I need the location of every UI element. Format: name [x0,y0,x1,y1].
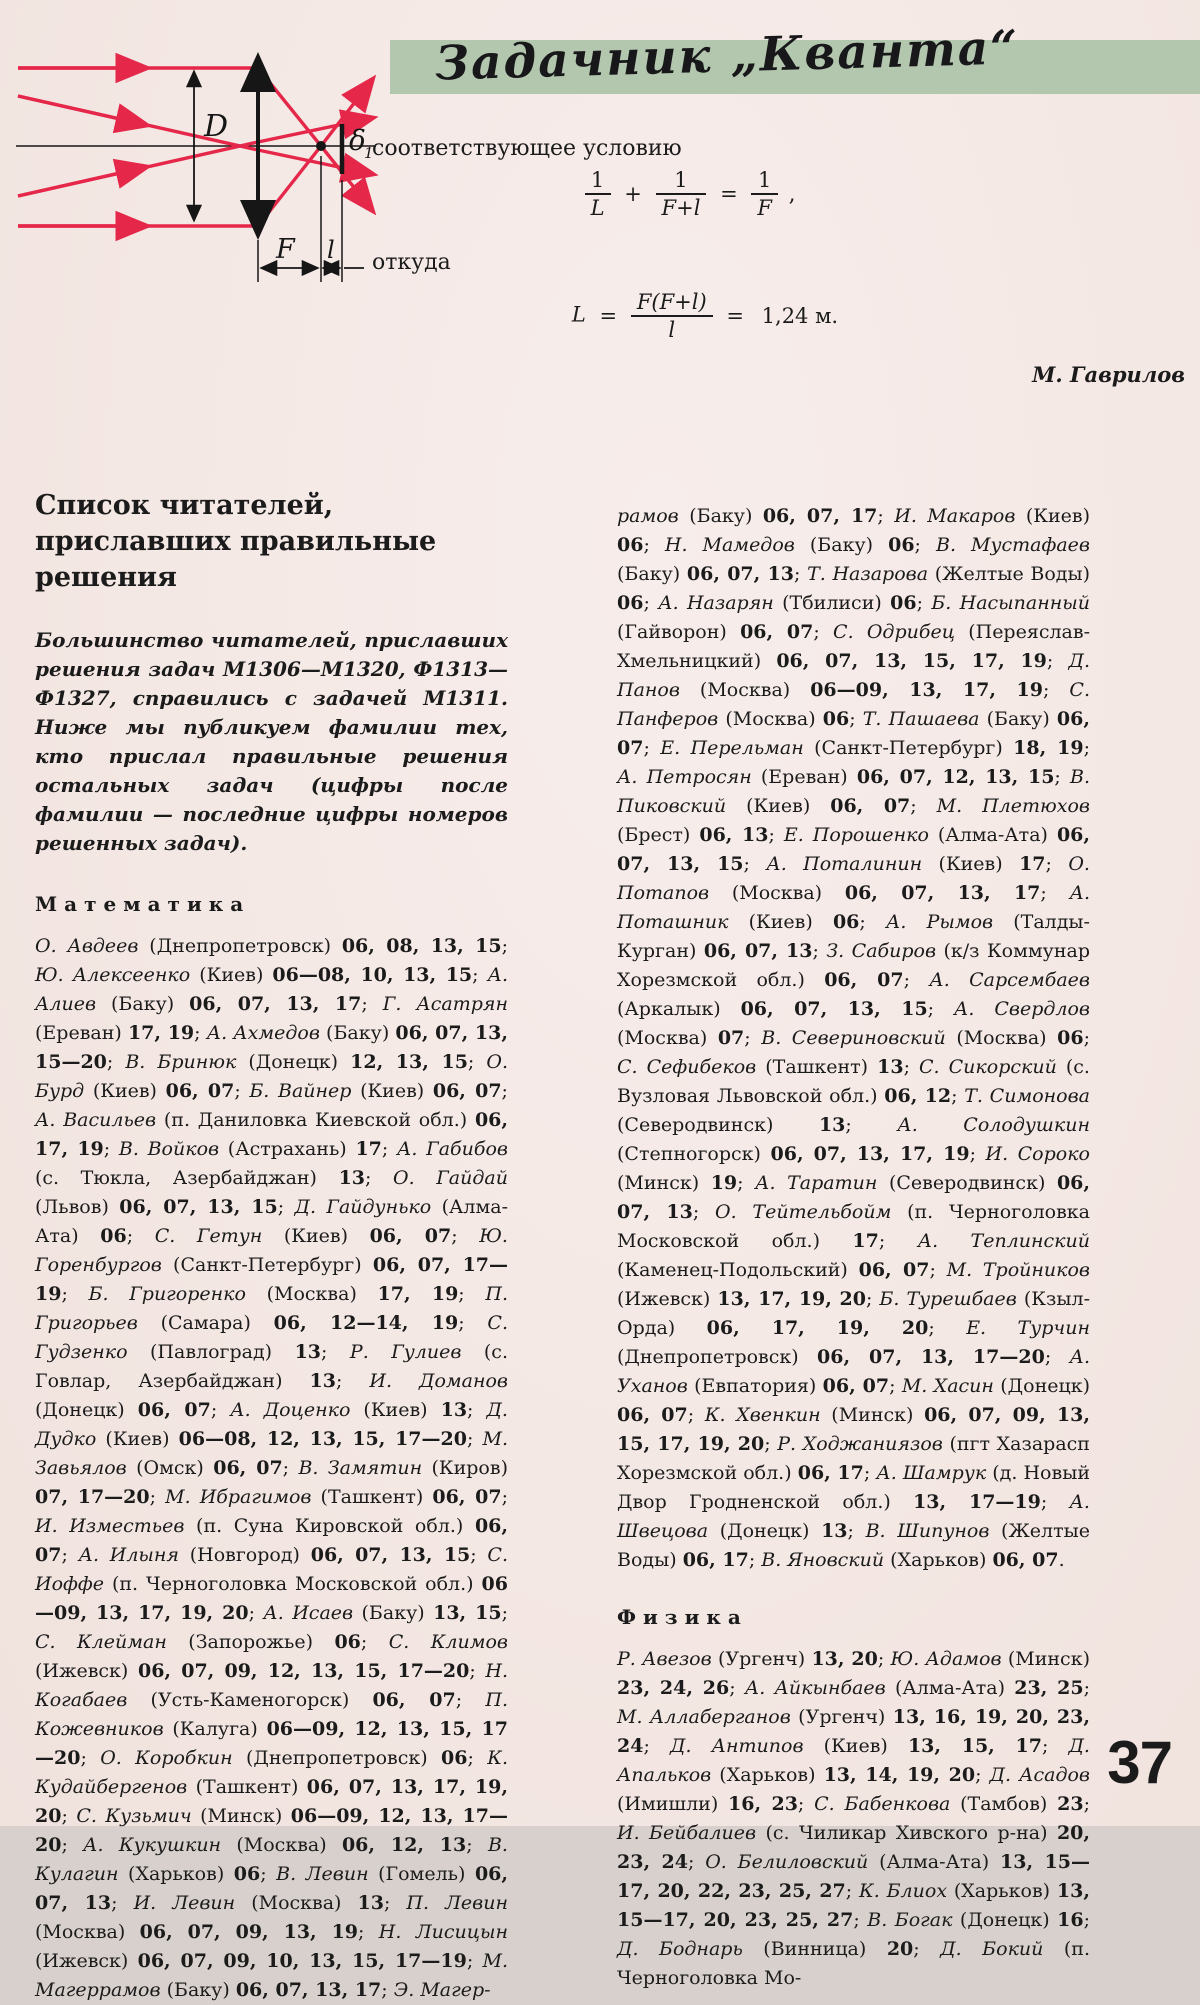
blur-label-sub: 1 [364,144,374,162]
fraction-1-over-F: $\frac{1}{F}$ [751,168,778,220]
page-number: 37 [1107,1729,1172,1796]
fraction-1-over-F-plus-l: $\frac{1}{F+l}$ [656,168,707,220]
physics-entries: Р. Авезов (Ургенч) 13, 20; Ю. Адамов (Минск) 23, 24, 26; А. Айкынбаев (Алма-Ата) 23, 25; М. Аллаберганов (Ургенч) 13, 16, 19, 20, 23, 24; Д. Антипов (Киев) 13, 15, 17; Д. Апальков (Харьков) 13, 14, 19, 20; Д. Асадов (Имишли) 16, 23; С. Бабенкова (Тамбов) 23; И. Бейбалиев (с. Чиликар Хивского р-на) 20, 23, 24; О. Белиловский (Алма-Ата) 13, 15—17, 20, 22, 23, 25, 27; К. Блиох (Харьков) 13, 15—17, 20, 23, 25, 27; В. Богак (Донецк) 16; Д. Боднарь (Винница) 20; Д. Бокий (п. Черноголовка Мо- [617,1648,1091,1989]
section-banner-title: Задачник „Кванта“ [434,20,1020,92]
offset-label: l [327,236,335,264]
author-credit: М. Гаврилов [1032,362,1185,387]
incident-rays [18,68,258,226]
result-value: 1,24 м. [761,304,839,329]
whence-text: откуда [372,250,451,275]
list-title-line2: приславших правильные решения [35,526,437,593]
list-intro: Большинство читателей, приславших решения задач М1306—М1320, Ф1313—Ф1327, справились с задачей М1311. Ниже мы публикуем фамилии тех, кто прислал правильные решения остальных задач (цифры после фамилии — последние цифры номеров решенных задач). [35,628,508,855]
focal-length-label: F [276,234,295,265]
math-entries-left: О. Авдеев (Днепропетровск) 06, 08, 13, 15; Ю. Алексеенко (Киев) 06—08, 10, 13, 15; А. Алиев (Баку) 06, 07, 13, 17; Г. Асатрян (Ереван) 17, 19; А. Ахмедов (Баку) 06, 07, 13, 15—20; В. Бринюк (Донецк) 12, 13, 15; О. Бурд (Киев) 06, 07; Б. Вайнер (Киев) 06, 07; А. Васильев (п. Даниловка Киевской обл.) 06, 17, 19; В. Войков (Астрахань) 17; А. Габибов (с. Тюкла, Азербайджан) 13; О. Гайдай (Львов) 06, 07, 13, 15; Д. Гайдунько (Алма-Ата) 06; С. Гетун (Киев) 06, 07; Ю. Горенбургов (Санкт-Петербург) 06, 07, 17—19; Б. Григоренко (Москва) 17, 19; П. Григорьев (Самара) 06, 12—14, 19; С. Гудзенко (Павлоград) 13; Р. Гулиев (с. Говлар, Азербайджан) 13; И. Доманов (Донецк) 06, 07; А. Доценко (Киев) 13; Д. Дудко (Киев) 06—08, 12, 13, 15, 17—20; М. Завьялов (Омск) 06, 07; В. Замятин (Киров) 07, 17—20; М. Ибрагимов (Ташкент) 06, 07; И. Изместьев (п. Суна Кировской обл.) 06, 07; А. Илыня (Новгород) 06, 07, 13, 15; С. Иоффе (п. Черноголовка Московской обл.) 06—09, 13, 17, 19, 20; А. Исаев (Баку) 13, 15; С. Клейман (Запорожье) 06; С. Климов (Ижевск) 06, 07, 09, 12, 13, 15, 17—20; Н. Когабаев (Усть-Каменогорск) 06, 07; П. Кожевников (Калуга) 06—09, 12, 13, 15, 17—20; О. Коробкин (Днепропетровск) 06; К. Кудайбергенов (Ташкент) 06, 07, 13, 17, 19, 20; С. Кузьмич (Минск) 06—09, 12, 13, 17—20; А. Кукушкин (Москва) 06, 12, 13; В. Кулагин (Харьков) 06; В. Левин (Гомель) 06, 07, 13; И. Левин (Москва) 13; П. Левин (Москва) 06, 07, 09, 13, 19; Н. Лисицын (Ижевск) 06, 07, 09, 10, 13, 15, 17—19; М. Магеррамов (Баку) 06, 07, 13, 17; Э. Магер- [35,935,509,2001]
result-lhs: L [571,302,586,327]
math-section-heading: Математика [35,892,251,916]
fraction-1-over-L: $\frac{1}{L}$ [585,168,611,220]
section-banner [390,20,1200,94]
focal-point-dot [316,141,326,151]
physics-section-heading: Физика [617,1605,748,1629]
equals-sign: = [726,304,744,329]
aperture-label: D [204,109,229,144]
list-title [35,488,508,596]
plus-sign: + [624,182,642,207]
blur-label: δ [349,124,366,157]
equals-sign: = [599,304,618,329]
math-entries-right: рамов (Баку) 06, 07, 17; И. Макаров (Киев) 06; Н. Мамедов (Баку) 06; В. Мустафаев (Баку) 06, 07, 13; Т. Назарова (Желтые Воды) 06; А. Назарян (Тбилиси) 06; Б. Насыпанный (Гайворон) 06, 07; С. Одрибец (Переяслав-Хмельницкий) 06, 07, 13, 15, 17, 19; Д. Панов (Москва) 06—09, 13, 17, 19; С. Панферов (Москва) 06; Т. Пашаева (Баку) 06, 07; Е. Перельман (Санкт-Петербург) 18, 19; А. Петросян (Ереван) 06, 07, 12, 13, 15; В. Пиковский (Киев) 06, 07; М. Плетюхов (Брест) 06, 13; Е. Порошенко (Алма-Ата) 06, 07, 13, 15; А. Поталинин (Киев) 17; О. Потапов (Москва) 06, 07, 13, 17; А. Поташник (Киев) 06; А. Рымов (Талды-Курган) 06, 07, 13; З. Сабиров (к/з Коммунар Хорезмской обл.) 06, 07; А. Сарсембаев (Аркалык) 06, 07, 13, 15; А. Свердлов (Москва) 07; В. Севериновский (Москва) 06; С. Сефибеков (Ташкент) 13; С. Сикорский (с. Вузловая Львовской обл.) 06, 12; Т. Симонова (Северодвинск) 13; А. Солодушкин (Степногорск) 06, 07, 13, 17, 19; И. Сороко (Минск) 19; А. Таратин (Северодвинск) 06, 07, 13; О. Тейтельбойм (п. Черноголовка Московской обл.) 17; А. Теплинский (Каменец-Подольский) 06, 07; М. Тройников (Ижевск) 13, 17, 19, 20; Б. Турешбаев (Кзыл-Орда) 06, 17, 19, 20; Е. Турчин (Днепропетровск) 06, 07, 13, 17—20; А. Уханов (Евпатория) 06, 07; М. Хасин (Донецк) 06, 07; К. Хвенкин (Минск) 06, 07, 09, 13, 15, 17, 19, 20; Р. Ходжаниязов (пгт Хазарасп Хорезмской обл.) 06, 17; А. Шамрук (д. Новый Двор Гродненской обл.) 13, 17—19; А. Швецова (Донецк) 13; В. Шипунов (Желтые Воды) 06, 17; В. Яновский (Харьков) 06, 07. [617,505,1091,1571]
equals-sign: = [720,182,738,207]
lens-ray-diagram [8,38,380,290]
fraction-FFl-over-l: $\frac{F(F+l)}{l}$ [631,290,713,342]
list-title-line1: Список читателей, [35,490,334,521]
formula-condition [545,168,835,220]
comma: , [788,182,796,207]
left-column [35,488,508,2005]
condition-text: соответствующее условию [372,136,682,161]
formula-result [545,290,865,342]
right-column [617,502,1090,1993]
